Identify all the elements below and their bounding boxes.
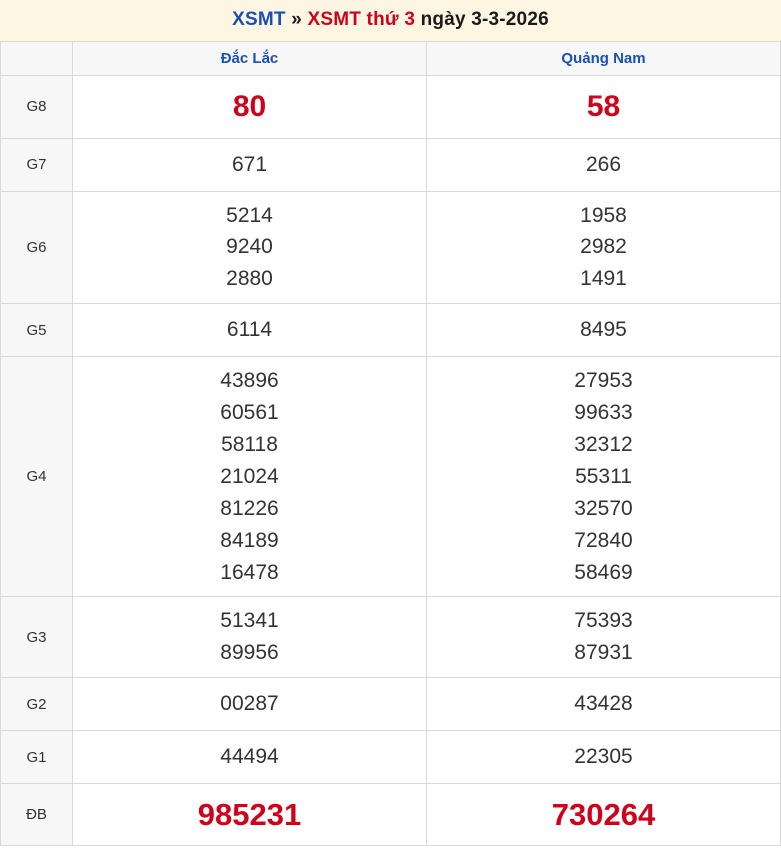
number-cell: 58 xyxy=(586,90,621,123)
number-cell: 985231 xyxy=(197,797,302,833)
number-cell: 60561 xyxy=(220,401,279,425)
prize-numbers-quangnam xyxy=(427,357,781,597)
number-cell: 8495 xyxy=(580,318,627,342)
prize-label: G3 xyxy=(1,597,73,678)
prize-numbers-quangnam xyxy=(427,304,781,357)
header-weekday: thứ 3 xyxy=(366,9,416,30)
number-cell: 1491 xyxy=(580,267,627,291)
number-cell: 43428 xyxy=(574,692,633,716)
prize-numbers-daclac xyxy=(73,191,427,304)
table-row xyxy=(1,731,781,784)
number-cell: 58469 xyxy=(574,560,633,584)
number-cell: 21024 xyxy=(220,464,279,488)
prize-numbers-quangnam xyxy=(427,784,781,846)
prize-numbers-daclac xyxy=(73,76,427,139)
number-cell: 51341 xyxy=(220,609,279,633)
header-separator: » xyxy=(291,9,302,30)
table-row xyxy=(1,784,781,846)
header-region: XSMT xyxy=(307,9,362,30)
number-cell: 87931 xyxy=(574,641,633,665)
table-header-row xyxy=(1,42,781,76)
header-prefix: XSMT xyxy=(232,9,286,30)
number-cell: 84189 xyxy=(220,528,279,552)
number-cell: 75393 xyxy=(574,609,633,633)
prize-numbers-daclac xyxy=(73,784,427,846)
number-cell: 730264 xyxy=(551,797,656,833)
column-header-quangnam: Quảng Nam xyxy=(427,42,781,76)
table-row xyxy=(1,191,781,304)
number-cell: 16478 xyxy=(220,560,279,584)
number-cell: 2880 xyxy=(226,267,273,291)
number-cell: 80 xyxy=(232,90,267,123)
table-row xyxy=(1,76,781,139)
prize-numbers-quangnam xyxy=(427,731,781,784)
prize-numbers-quangnam xyxy=(427,678,781,731)
results-table xyxy=(0,41,781,846)
prize-label: G6 xyxy=(1,191,73,304)
table-row xyxy=(1,304,781,357)
prize-label: G7 xyxy=(1,138,73,191)
number-cell: 72840 xyxy=(574,528,633,552)
number-cell: 266 xyxy=(585,152,622,176)
number-cell: 1958 xyxy=(580,203,627,227)
prize-numbers-quangnam xyxy=(427,138,781,191)
prize-label: G1 xyxy=(1,731,73,784)
number-cell: 89956 xyxy=(220,641,279,665)
prize-numbers-daclac xyxy=(73,357,427,597)
prize-numbers-quangnam xyxy=(427,597,781,678)
prize-numbers-daclac xyxy=(73,678,427,731)
prize-label: ĐB xyxy=(1,784,73,846)
number-cell: 9240 xyxy=(226,235,273,259)
table-head xyxy=(1,42,781,76)
number-cell: 32312 xyxy=(574,432,633,456)
prize-label: G8 xyxy=(1,76,73,139)
prize-numbers-daclac xyxy=(73,138,427,191)
number-cell: 81226 xyxy=(220,496,279,520)
prize-numbers-daclac xyxy=(73,597,427,678)
number-cell: 671 xyxy=(231,152,268,176)
table-row xyxy=(1,678,781,731)
prize-numbers-quangnam xyxy=(427,191,781,304)
page-header xyxy=(0,0,781,41)
number-cell: 55311 xyxy=(575,464,632,488)
number-cell: 00287 xyxy=(220,692,279,716)
prize-label: G2 xyxy=(1,678,73,731)
number-cell: 43896 xyxy=(220,369,279,393)
prize-numbers-daclac xyxy=(73,731,427,784)
number-cell: 2982 xyxy=(580,235,627,259)
header-date: ngày 3-3-2026 xyxy=(420,9,549,30)
number-cell: 6114 xyxy=(226,318,273,342)
table-row xyxy=(1,138,781,191)
table-body xyxy=(1,76,781,846)
prize-label: G4 xyxy=(1,357,73,597)
number-cell: 27953 xyxy=(574,369,633,393)
prize-numbers-quangnam xyxy=(427,76,781,139)
column-header-daclac: Đắc Lắc xyxy=(73,42,427,76)
number-cell: 44494 xyxy=(220,745,279,769)
column-header-prize xyxy=(1,42,73,76)
number-cell: 5214 xyxy=(226,203,273,227)
table-row xyxy=(1,597,781,678)
table-row xyxy=(1,357,781,597)
prize-numbers-daclac xyxy=(73,304,427,357)
number-cell: 22305 xyxy=(574,745,633,769)
prize-label: G5 xyxy=(1,304,73,357)
number-cell: 58118 xyxy=(221,432,278,456)
number-cell: 99633 xyxy=(574,401,633,425)
number-cell: 32570 xyxy=(574,496,633,520)
